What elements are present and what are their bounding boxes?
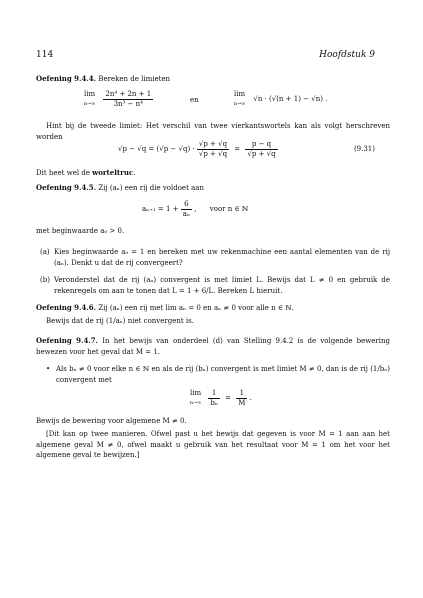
bullet: •	[46, 365, 51, 373]
worteltruc-sentence	[36, 168, 390, 179]
claim-eq: =	[225, 394, 231, 402]
exercise-946-heading	[36, 303, 390, 314]
claim-rhs-num: 1	[236, 389, 247, 399]
eq-mid: =	[234, 145, 241, 153]
note-text: [Dit kan op twee manieren. Ofwel past u het bewijs dat gegeven is voor M = 1 aan aan het algemene geval M ≠ 0, ofwel maakt u gebruik van het resultaat voor M = 1 om het voor het algemene geval te bewijzen.]	[36, 430, 390, 459]
eq-frac1-num: √p + √q	[198, 140, 228, 148]
lim-word: lim	[84, 90, 96, 98]
exercise-947-title: Oefening 9.4.7.	[36, 336, 99, 345]
claim-text: Als bₙ ≠ 0 voor elke n ∈ ℕ en als de rij (bₙ) convergent is met limiet M ≠ 0, dan is de rij (1/bₙ) convergent met	[56, 365, 390, 384]
exercise-945-title: Oefening 9.4.5.	[36, 183, 97, 192]
page-number: 114	[36, 50, 54, 60]
lim-sub-2: n→∞	[233, 101, 246, 107]
exercise-947-intro: In het bewijs van onderdeel (d) van Stelling 9.4.2 is de volgende bewering bewezen voor het geval dat M = 1.	[36, 337, 390, 356]
recurrence-den: aₙ	[182, 210, 190, 218]
part-b-label: (b)	[40, 276, 50, 284]
exercise-945-intro: Zij (aₙ) een rij die voldoet aan	[98, 184, 204, 192]
limit-1-numerator: 2n⁴ + 2n + 1	[105, 90, 152, 98]
exercise-945-heading	[36, 183, 390, 194]
part-a-text: Kies beginwaarde a₀ = 1 en bereken met uw rekenmachine een aantal elementen van de rij (aₙ). Denkt u dat de rij convergeert?	[54, 248, 390, 267]
exercise-946-line1: Zij (aₙ) een rij met lim aₙ = 0 en aₙ ≠ 0 voor alle n ∈ ℕ.	[98, 304, 294, 312]
eq-frac2-num: p − q	[245, 140, 277, 150]
part-a-label: (a)	[40, 248, 50, 256]
claim-lim-den: bₙ	[210, 399, 218, 407]
claim-lim-sub: n→∞	[189, 400, 202, 406]
exercise-946-title: Oefening 9.4.6.	[36, 303, 97, 312]
worteltruc-term: worteltruc	[92, 168, 134, 177]
recurrence-lhs: aₙ₊₁ = 1 +	[142, 205, 179, 213]
claim-rhs-den: M	[238, 399, 246, 407]
exercise-944-intro: Bereken de limieten	[98, 75, 171, 83]
part-b-text: Veronderstel dat de rij (aₙ) convergent is met limiet L. Bewijs dat L ≠ 0 en gebruik de rekenregels om aan te tonen dat L = 1 + 6/L. Bereken L hieruit.	[54, 276, 390, 295]
lim-word-2: lim	[234, 90, 246, 98]
limit-2	[232, 90, 327, 109]
limit-2-expression: √n · (√(n + 1) − √n) .	[253, 95, 328, 103]
task-text: Bewijs de bewering voor algemene M ≠ 0.	[36, 417, 187, 425]
eq-frac1-den: √p + √q	[198, 150, 228, 158]
limit-1	[82, 90, 153, 109]
eq-lhs: √p − √q = (√p − √q) ·	[118, 145, 195, 153]
recurrence-num: 6	[181, 200, 192, 210]
exercise-947-heading	[36, 336, 390, 357]
exercise-944-title: Oefening 9.4.4.	[36, 74, 97, 83]
claim-lim-num: 1	[208, 389, 220, 399]
worteltruc-equation	[118, 140, 278, 159]
outro-pre: Dit heet wel de	[36, 169, 93, 177]
start-value: met beginwaarde a₀ > 0.	[36, 227, 125, 235]
hint-text: Hint bij de tweede limiet: Het verschil van twee vierkantswortels kan als volgt herschreven worden	[36, 122, 390, 141]
recurrence-equation	[142, 200, 248, 219]
exercise-946-line2: Bewijs dat de rij (1/aₙ) niet convergent is.	[46, 317, 194, 325]
exercise-944-heading	[36, 74, 390, 85]
and-word: en	[190, 96, 199, 104]
eq-frac2-den: √p + √q	[247, 150, 276, 158]
lim-sub: n→∞	[83, 101, 96, 107]
outro-post: .	[133, 169, 136, 177]
claim-equation	[188, 389, 252, 408]
recurrence-cond: , voor n ∈ ℕ	[194, 205, 249, 213]
limit-1-denominator: 3n³ − n⁴	[113, 100, 143, 108]
claim-end: .	[249, 394, 252, 402]
chapter-header: Hoofdstuk 9	[319, 50, 375, 60]
equation-number: (9.31)	[353, 145, 375, 153]
claim-lim-word: lim	[190, 389, 202, 397]
